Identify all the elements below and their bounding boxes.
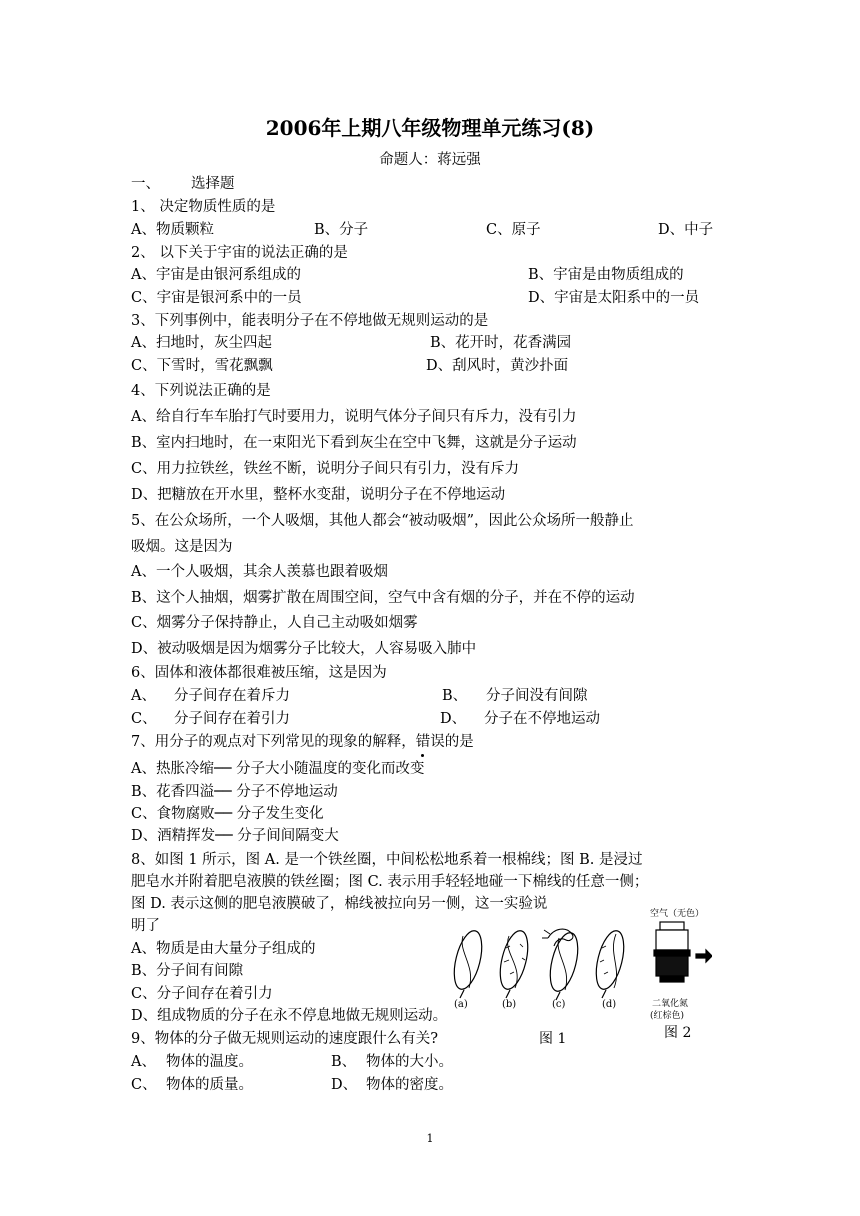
q8-option-c: C、分子间存在着引力: [131, 986, 273, 1002]
q4-option-c: C、用力拉铁丝，铁丝不断，说明分子间只有引力，没有斥力: [131, 461, 520, 477]
q3-stem: 3、下列事例中，能表明分子在不停地做无规则运动的是: [131, 313, 489, 329]
figure-1-label-b: (b): [502, 999, 517, 1010]
q8-stem-line1: 8、如图 1 所示，图 A. 是一个铁丝圈，中间松松地系着一根棉线；图 B. 是浸过: [131, 852, 643, 868]
q6-option-c: 分子间存在着引力: [174, 711, 290, 727]
q2-option-b: B、宇宙是由物质组成的: [528, 267, 684, 283]
q7-option-a: A、热胀冷缩── 分子大小随温度的变化而改变: [131, 761, 425, 777]
q6-option-b: 分子间没有间隙: [486, 688, 588, 704]
q1-option-d: D、中子: [658, 222, 714, 238]
figure-2-diffusion-jars: [646, 920, 712, 996]
page-number: 1: [426, 1132, 434, 1145]
q8-option-a: A、物质是由大量分子组成的: [131, 941, 316, 957]
figure-2-caption: 图 2: [664, 1025, 692, 1041]
q8-option-b: B、分子间有间隙: [131, 963, 244, 979]
q7-stem: [131, 732, 474, 752]
q5-option-b: B、这个人抽烟，烟雾扩散在周围空间，空气中含有烟的分子，并在不停的运动: [131, 590, 635, 606]
q5-stem-line2: 吸烟。这是因为: [131, 539, 233, 555]
q7-option-d: D、酒精挥发── 分子间间隔变大: [131, 828, 339, 844]
q6-stem: 6、固体和液体都很难被压缩，这是因为: [131, 665, 387, 681]
q8-option-d: D、组成物质的分子在永不停息地做无规则运动。: [131, 1008, 448, 1024]
q2-stem: 2、 以下关于宇宙的说法正确的是: [131, 245, 348, 261]
ring-c: [542, 929, 583, 1000]
q6-option-a-letter: A、: [131, 688, 156, 704]
q1-option-b: B、分子: [314, 222, 369, 238]
q4-option-d: D、把糖放在开水里，整杯水变甜，说明分子在不停地运动: [131, 487, 506, 503]
q5-option-d: D、被动吸烟是因为烟雾分子比较大，人容易吸入肺中: [131, 641, 477, 657]
author-line: 命题人：蒋远强: [379, 152, 481, 168]
q8-stem-line4: 明了: [131, 918, 160, 934]
figure-1-label-c: (c): [552, 999, 566, 1010]
q1-option-c: C、原子: [486, 222, 541, 238]
q3-option-a: A、扫地时，灰尘四起: [131, 335, 272, 351]
figure-2-bottom-label-2: (红棕色): [650, 1011, 685, 1021]
q9-option-d-letter: D、: [331, 1077, 358, 1093]
q8-stem-line2: 肥皂水并附着肥皂液膜的铁丝圈；图 C. 表示用手轻轻地碰一下棉线的任意一侧；: [131, 874, 649, 890]
section-number: 一、: [131, 176, 160, 192]
figure-1-label-d: (d): [602, 999, 617, 1010]
q9-option-a-letter: A、: [131, 1054, 156, 1070]
q6-option-d: 分子在不停地运动: [484, 711, 600, 727]
q2-option-c: C、宇宙是银河系中的一员: [131, 290, 302, 306]
page-title: 2006年上期八年级物理单元练习(8): [265, 116, 595, 140]
q3-option-b: B、花开时，花香满园: [430, 335, 572, 351]
ring-d: [591, 928, 629, 998]
figure-1-label-a: (a): [454, 999, 468, 1010]
q7-option-b: B、花香四溢── 分子不停地运动: [131, 784, 338, 800]
q1-option-a: A、物质颗粒: [131, 222, 214, 238]
figure-1-caption: 图 1: [539, 1031, 567, 1047]
figure-2-top-label: 空气（无色）: [650, 909, 705, 919]
q5-option-a: A、一个人吸烟，其余人羡慕也跟着吸烟: [131, 564, 388, 580]
q3-option-c: C、下雪时，雪花飘飘: [131, 358, 273, 374]
q7-stem-pre: 7、用分子的观点对下列常见的现象的解释，: [131, 734, 416, 750]
q2-option-a: A、宇宙是由银河系组成的: [131, 267, 301, 283]
q9-option-b: 物体的大小。: [366, 1054, 453, 1070]
q5-stem-line1: 5、在公众场所，一个人吸烟，其他人都会“被动吸烟”，因此公众场所一般静止: [131, 513, 634, 529]
q9-option-a: 物体的温度。: [166, 1054, 253, 1070]
q6-option-b-letter: B、: [442, 688, 468, 704]
q9-option-c: 物体的质量。: [166, 1077, 253, 1093]
q5-option-c: C、烟雾分子保持静止，人自己主动吸如烟雾: [131, 615, 418, 631]
q9-option-b-letter: B、: [331, 1054, 357, 1070]
q7-stem-post: 误的是: [430, 734, 474, 750]
q9-option-d: 物体的密度。: [366, 1077, 453, 1093]
q9-stem: 9、物体的分子做无规则运动的速度跟什么有关?: [131, 1031, 438, 1047]
q3-option-d: D、刮风时，黄沙扑面: [426, 358, 569, 374]
q4-option-a: A、给自行车车胎打气时要用力，说明气体分子间只有斥力，没有引力: [131, 409, 577, 425]
section-heading: 选择题: [191, 176, 235, 192]
q6-option-c-letter: C、: [131, 711, 157, 727]
q4-stem: 4、下列说法正确的是: [131, 383, 271, 399]
q9-option-c-letter: C、: [131, 1077, 157, 1093]
q6-option-d-letter: D、: [440, 711, 467, 727]
ring-a: [449, 928, 487, 998]
q2-option-d: D、宇宙是太阳系中的一员: [528, 290, 700, 306]
q1-stem: 1、 决定物质性质的是: [131, 199, 276, 215]
q8-stem-line3: 图 D. 表示这侧的肥皂液膜破了，棉线被拉向另一侧，这一实验说: [131, 896, 548, 912]
q6-option-a: 分子间存在着斥力: [174, 688, 290, 704]
ring-b: [495, 928, 533, 998]
q4-option-b: B、室内扫地时，在一束阳光下看到灰尘在空中飞舞，这就是分子运动: [131, 435, 577, 451]
q7-stem-emphasis: 错: [415, 734, 431, 750]
q7-option-c: C、食物腐败── 分子发生变化: [131, 806, 324, 822]
figure-2-bottom-label-1: 二氧化氮: [652, 999, 689, 1009]
